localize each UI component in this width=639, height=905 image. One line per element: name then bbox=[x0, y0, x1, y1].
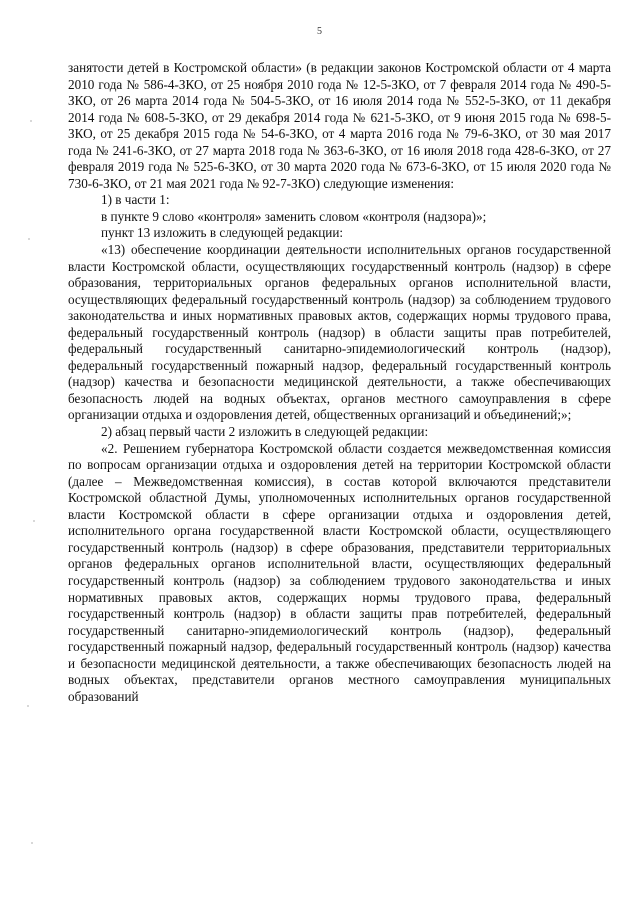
scan-speck bbox=[27, 705, 29, 707]
scan-speck bbox=[33, 520, 35, 522]
scan-speck bbox=[28, 238, 30, 240]
item-2-heading: 2) абзац первый части 2 изложить в следующей редакции: bbox=[101, 424, 429, 440]
page-number: 5 bbox=[317, 26, 322, 37]
intro-paragraph: занятости детей в Костромской области» (в редакции законов Костромской области от 4 марта 2010 года № 586-4-ЗКО, от 25 ноября 2010 года № 12-5-ЗКО, от 7 февраля 2014 года № 490-5-ЗКО, от 26 марта 2014 года № 504-5-ЗКО, от 16 июля 2014 года № 552-5-ЗКО, от 11 декабря 2014 года № 608-5-ЗКО, от 29 декабря 2014 года № 621-5-ЗКО, от 9 июня 2015 года № 698-5-ЗКО, от 25 декабря 2015 года № 54-6-ЗКО, от 4 марта 2016 года № 79-6-ЗКО, от 30 мая 2017 года № 241-6-ЗКО, от 27 марта 2018 года № 363-6-ЗКО, от 16 июля 2018 года 428-6-ЗКО, от 27 февраля 2019 года № 525-6-ЗКО, от 30 марта 2020 года № 673-6-ЗКО, от 15 июля 2020 года № 730-6-ЗКО, от 21 мая 2021 года № 92-7-ЗКО) следующие изменения: bbox=[68, 60, 611, 191]
item-1-paragraph-13-text: «13) обеспечение координации деятельности исполнительных органов государственной власти Костромской области, осуществляющих государственный контроль (надзор) в сфере образования, территориальных органов федеральных органов исполнительной власти, осуществляющих федеральный государственный контроль (надзор) за соблюдением трудового законодательства и иных нормативных правовых актов, содержащих нормы трудового права, федеральный государственный контроль (надзор) в области защиты прав потребителей, федеральный государственный санитарно-эпидемиологический контроль (надзор), федеральный государственный пожарный надзор, федеральный государственный контроль (надзор) качества и безопасности медицинской деятельности, а также обеспечивающих безопасность людей на водных объектах, органов местного самоуправления в сфере организации отдыха и оздоровления детей, общественных организаций и объединений;»; bbox=[68, 242, 611, 423]
scan-speck bbox=[30, 120, 32, 122]
scan-speck bbox=[31, 842, 33, 844]
document-body bbox=[68, 60, 611, 705]
item-1-paragraph-9-change: в пункте 9 слово «контроля» заменить словом «контроля (надзора)»; bbox=[101, 208, 487, 224]
item-1-heading: 1) в части 1: bbox=[101, 192, 170, 208]
item-1-paragraph-13-intro: пункт 13 изложить в следующей редакции: bbox=[101, 225, 344, 241]
item-2-part-2-text: «2. Решением губернатора Костромской области создается межведомственная комиссия по вопросам организации отдыха и оздоровления детей на территории Костромской области (далее – Межведомственная комиссия), в состав которой включаются представители Костромской областной Думы, уполномоченных исполнительных органов государственной власти Костромской области в сфере организации отдыха и оздоровления детей, исполнительного органа государственной власти Костромской области, осуществляющего государственный контроль (надзор) в сфере образования, представители территориальных органов федеральных органов исполнительной власти, осуществляющих федеральный государственный контроль (надзор) за соблюдением трудового законодательства и иных нормативных правовых актов, содержащих нормы трудового права, федеральный государственный контроль (надзор) в области защиты прав потребителей, федеральный государственный санитарно-эпидемиологический контроль (надзор), федеральный государственный пожарный надзор, федеральный государственный контроль (надзор) качества и безопасности медицинской деятельности, а также обеспечивающих безопасность людей на водных объектах, представители органов местного самоуправления муниципальных образований bbox=[68, 440, 611, 704]
